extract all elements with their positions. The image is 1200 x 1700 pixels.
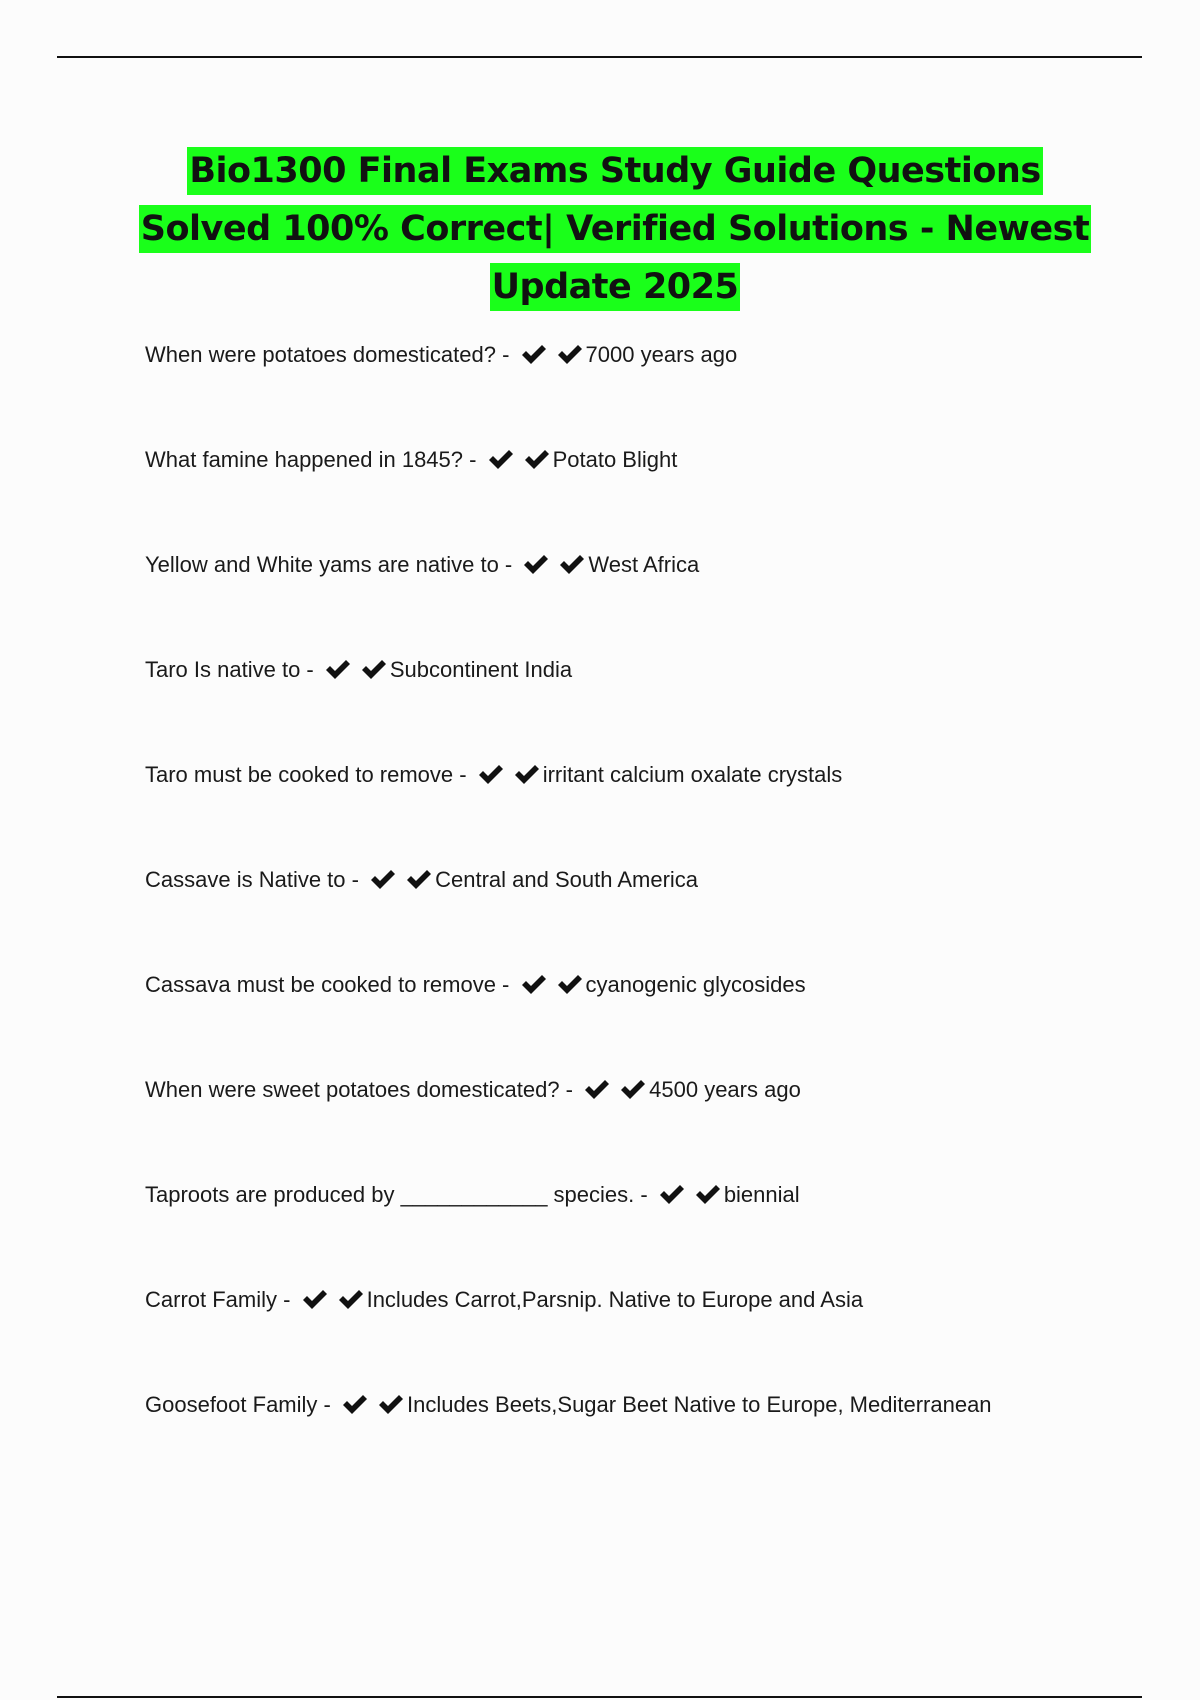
checkmark-icon [487, 447, 515, 471]
question-text: Taro Is native to - [145, 657, 314, 682]
checkmark-icon [377, 1392, 405, 1416]
checkmark-icon [360, 657, 388, 681]
qa-item [145, 655, 1145, 685]
checkmark-icon [369, 867, 397, 891]
checkmark-icon [558, 552, 586, 576]
checkmark-icon [405, 867, 433, 891]
qa-item [145, 970, 1145, 1000]
checkmark-icon [337, 1287, 365, 1311]
question-text: Cassave is Native to - [145, 867, 359, 892]
question-text: Goosefoot Family - [145, 1392, 331, 1417]
checkmark-icon [477, 762, 505, 786]
question-text: Cassava must be cooked to remove - [145, 972, 510, 997]
checkmark-icon [520, 972, 548, 996]
question-text: What famine happened in 1845? - [145, 447, 477, 472]
checkmark-icon [522, 552, 550, 576]
checkmark-icon [341, 1392, 369, 1416]
footer-rule [57, 1696, 1142, 1698]
checkmark-icon [301, 1287, 329, 1311]
answer-text: Includes Beets,Sugar Beet Native to Europe, Mediterranean [406, 1392, 992, 1417]
checkmark-icon [523, 447, 551, 471]
checkmark-icon [556, 972, 584, 996]
document-title [135, 142, 1095, 316]
answer-text: West Africa [588, 552, 700, 577]
answer-text: Includes Carrot,Parsnip. Native to Europe and Asia [366, 1287, 864, 1312]
answer-text: 4500 years ago [649, 1077, 801, 1102]
answer-text: Subcontinent India [389, 657, 573, 682]
answer-text: 7000 years ago [585, 342, 738, 367]
qa-item [145, 760, 1145, 790]
checkmark-icon [513, 762, 541, 786]
question-text: Carrot Family - [145, 1287, 291, 1312]
question-text: Taproots are produced by ____________ species. - [145, 1182, 648, 1207]
checkmark-icon [619, 1077, 647, 1101]
qa-item [145, 1390, 1145, 1420]
answer-text: biennial [723, 1182, 800, 1207]
qa-item [145, 445, 1145, 475]
qa-item [145, 550, 1145, 580]
qa-item [145, 1075, 1145, 1105]
answer-text: irritant calcium oxalate crystals [542, 762, 843, 787]
answer-text: cyanogenic glycosides [585, 972, 806, 997]
question-text: When were sweet potatoes domesticated? - [145, 1077, 574, 1102]
question-text: Taro must be cooked to remove - [145, 762, 467, 787]
qa-item [145, 1285, 1145, 1315]
checkmark-icon [658, 1182, 686, 1206]
checkmark-icon [556, 342, 584, 366]
question-text: Yellow and White yams are native to - [145, 552, 513, 577]
title-highlight: Bio1300 Final Exams Study Guide Questions Solved 100% Correct| Verified Solutions - Newest Update 2025 [139, 147, 1091, 311]
qa-item [145, 340, 1145, 370]
checkmark-icon [520, 342, 548, 366]
answer-text: Potato Blight [552, 447, 678, 472]
checkmark-icon [583, 1077, 611, 1101]
question-text: When were potatoes domesticated? - [145, 342, 510, 367]
answer-text: Central and South America [435, 867, 699, 892]
header-rule [57, 56, 1142, 58]
qa-item [145, 1180, 1145, 1210]
qa-item [145, 865, 1145, 895]
checkmark-icon [694, 1182, 722, 1206]
checkmark-icon [324, 657, 352, 681]
